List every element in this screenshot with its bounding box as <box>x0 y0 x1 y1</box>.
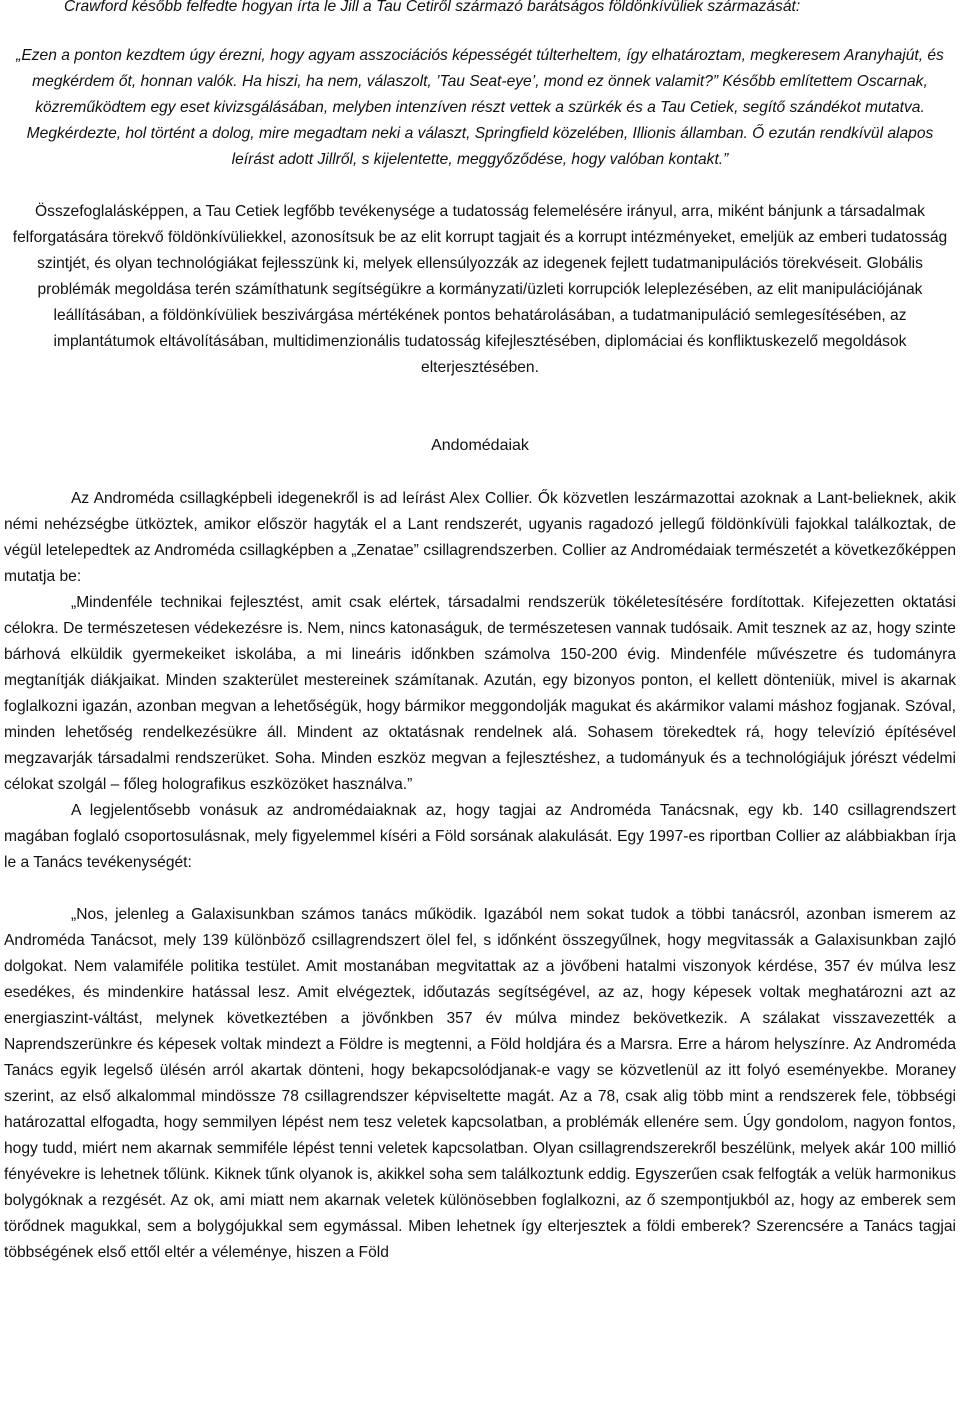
tau-ceti-quote: „Ezen a ponton kezdtem úgy érezni, hogy agyam asszociációs képességét túlterheltem, így elhatároztam, megkeresem Aranyhajút, és megkérdem őt, honnan valók. Ha hiszi, ha nem, válaszolt, ’Tau Seat-eye’, mond ez önnek valamit?” Később említettem Oscarnak, közreműködtem egy eset kivizsgálásában, melyben intenzíven részt vettek a szürkék és a Tau Cetiek, segítő szándékot mutatva. Megkérdezte, hol történt a dolog, mire megadtam neki a választ, Springfield közelében, Illionis államban. Ő ezután rendkívül alapos leírást adott Jillről, s kijelentette, meggyőződése, hogy valóban kontakt.” <box>16 47 944 168</box>
council-paragraph: A legjelentősebb vonásuk az andromédaiaknak az, hogy tagjai az Androméda Tanácsnak, egy kb. 140 csillagrendszert magában foglaló csoportosulásnak, mely figyelemmel kíséri a Föld sorsának alakulását. Egy 1997-es riportban Collier az alábbiakban írja le a Tanács tevékenységét: <box>4 802 956 871</box>
council-quote-paragraph: „Nos, jelenleg a Galaxisunkban számos tanács működik. Igazából nem sokat tudok a többi tanácsról, azonban ismerem az Androméda Tanácsot, mely 139 különböző csillagrendszert ölel fel, s időnként összegyűlnek, hogy megvitassák a Galaxisunkban zajló dolgokat. Nem valamiféle politika testület. Amit mostanában megvitattak az a jövőbeni hatalmi viszonyok kérdése, 357 év múlva lesz esedékes, és mindenkire hatással lesz. Amit elvégeztek, időutazás segítségével, az az, hogy képesek voltak meghatározni azt az energiaszint-váltást, melynek következtében a jövőnkben 357 év múlva mindez bekövetkezik. A szálakat visszavezették a Naprendszerünkre és képesek voltak mindezt a Földre is megtenni, a Föld holdjára és a Marsra. Erre a három helyszínre. Az Androméda Tanács egyik legelső ülésén arról akartak dönteni, hogy bekapcsolódjanak-e vagy se közvetlenül az itt folyó eseményekbe. Moraney szerint, az első alkalommal mindössze 78 csillagrendszer képviseltette magát. Az a 78, csak alig több mint a rendszerek fele, többségi határozattal elfogadta, hogy semmilyen lépést nem tesz veletek kapcsolatban, a problémák ellenére sem. Úgy gondolom, nagyon fontos, hogy tudd, miért nem akarnak semmiféle lépést tenni veletek kapcsolatban. Olyan csillagrendszerekről beszélünk, melyek akár 100 millió fényévekre is lehetnek tőlünk. Kiknek tűnk olyanok is, akikkel soha sem találkoztunk eddig. Egyszerűen csak felfogták a velük harmonikus bolygóknak a rezgését. Az ok, ami miatt nem akarnak veletek különösebben foglalkozni, az ő szempontjukból az, hogy az emberek sem törődnek magukkal, sem a bolygójukkal sem egymással. Miben lehetnek így elterjesztek a földi emberek? Szerencsére a Tanács tagjai többségének első ettől eltér a véleménye, hiszen a Föld <box>4 906 956 1261</box>
section-heading: Andomédaiak <box>431 437 529 454</box>
andromeda-intro-paragraph: Az Androméda csillagképbeli idegenekről is ad leírást Alex Collier. Ők közvetlen leszármazottai azoknak a Lant-belieknek, akik némi nehézségbe ütköztek, amikor először hagyták el a Lant rendszerét, ugyanis ragadozó jellegű földönkívüli fajokkal találkoztak, de végül letelepedtek az Androméda csillagképben a „Zenatae” csillagrendszerben. Collier az Andromédaiak természetét a következőképpen mutatja be: <box>4 490 956 585</box>
collier-quote-paragraph: „Mindenféle technikai fejlesztést, amit csak elértek, társadalmi rendszerük tökéletesítésére fordítottak. Kifejezetten oktatási célokra. De természetesen védekezésre is. Nem, nincs katonaságuk, de természetesen vannak tudósaik. Amit tesznek az az, hogy szinte bárhová elküldik gyermekeiket iskolába, a mi lineáris időnkben számolva 150-200 évig. Mindenféle művészetre és tudományra megtanítják diákjaikat. Minden szakterület mestereinek számítanak. Azután, egy bizonyos ponton, el kellett dönteniük, mivel is akarnak foglalkozni igazán, azonban megvan a lehetőségük, hogy bármikor meggondolják magukat és akármikor valami máshoz fogjanak. Szóval, minden lehetőség rendelkezésükre áll. Mindent az oktatásnak rendelnek alá. Sohasem törekedtek rá, hogy televízió építésével megzavarják társadalmi rendszerüket. Soha. Minden eszköz megvan a fejlesztéshez, a tudományuk és a technológiájuk jórészt védelmi célokat szolgál – főleg holografikus eszközöket használva.” <box>4 594 956 793</box>
spacer <box>4 876 956 902</box>
intro-line: Crawford később felfedte hogyan írta le Jill a Tau Cetiről származó barátságos földönkívüliek származását: <box>64 0 801 15</box>
summary-paragraph: Összefoglalásképpen, a Tau Cetiek legfőbb tevékenysége a tudatosság felemelésére irányul, arra, miként bánjunk a társadalmak felforgatására törekvő földönkívüliekkel, azonosítsuk be az elit korrupt tagjait és a korrupt intézményeket, emeljük az emberi tudatosság szintjét, és olyan technológiákat fejlesszünk ki, melyek ellensúlyozzák az idegenek fejlett tudatmanipulációs törekvéseit. Globális problémák megoldása terén számíthatunk segítségükre a kormányzati/üzleti korrupciók leleplezésében, az elit manipulációjának leállításában, a földönkívüliek beszivárgása mértékének pontos behatárolásában, a tudatmanipuláció semlegesítésében, az implantátumok eltávolításában, multidimenzionális tudatosság kifejlesztésében, diplomáciai és konfliktuskezelő megoldások elterjesztésében. <box>12 203 948 376</box>
